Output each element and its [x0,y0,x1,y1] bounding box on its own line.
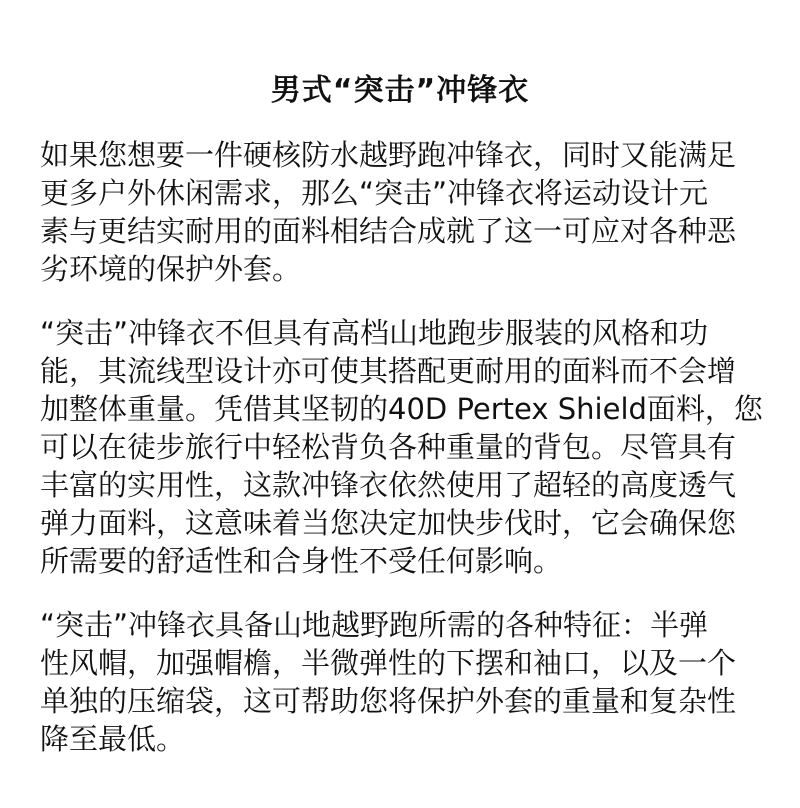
paragraph-line: 如果您想要一件硬核防水越野跑冲锋衣，同时又能满足 [40,138,737,172]
paragraph-line: 素与更结实耐用的面料相结合成就了这一可应对各种恶 [40,214,737,248]
paragraph-line: 丰富的实用性，这款冲锋衣依然使用了超轻的高度透气 [40,468,737,502]
paragraph-line: “突击”冲锋衣不但具有高档山地跑步服装的风格和功 [40,316,709,350]
intro-paragraph [40,136,764,288]
paragraph-line: 劣环境的保护外套。 [40,252,302,286]
paragraph-line: 所需要的舒适性和合身性不受任何影响。 [40,544,563,578]
paragraph-line: 单独的压缩袋，这可帮助您将保护外套的重量和复杂性 [40,684,737,718]
paragraph-line: “突击”冲锋衣具备山地越野跑所需的各种特征：半弹 [40,608,709,642]
paragraph-line: 能，其流线型设计亦可使其搭配更耐用的面料而不会增 [40,354,737,388]
paragraph-line: 降至最低。 [40,722,186,756]
paragraph-line: 性风帽，加强帽檐，半微弹性的下摆和袖口，以及一个 [40,646,737,680]
features-paragraph [40,314,764,580]
paragraph-line: 更多户外休闲需求，那么“突击”冲锋衣将运动设计元 [40,176,709,210]
paragraph-line: 弹力面料，这意味着当您决定加快步伐时，它会确保您 [40,506,737,540]
paragraph-line: 可以在徒步旅行中轻松背负各种重量的背包。尽管具有 [40,430,737,464]
paragraph-line: 加整体重量。凭借其坚韧的40D Pertex Shield面料，您 [40,392,763,426]
page-title: 男式“突击”冲锋衣 [270,73,530,109]
details-paragraph [40,606,764,758]
